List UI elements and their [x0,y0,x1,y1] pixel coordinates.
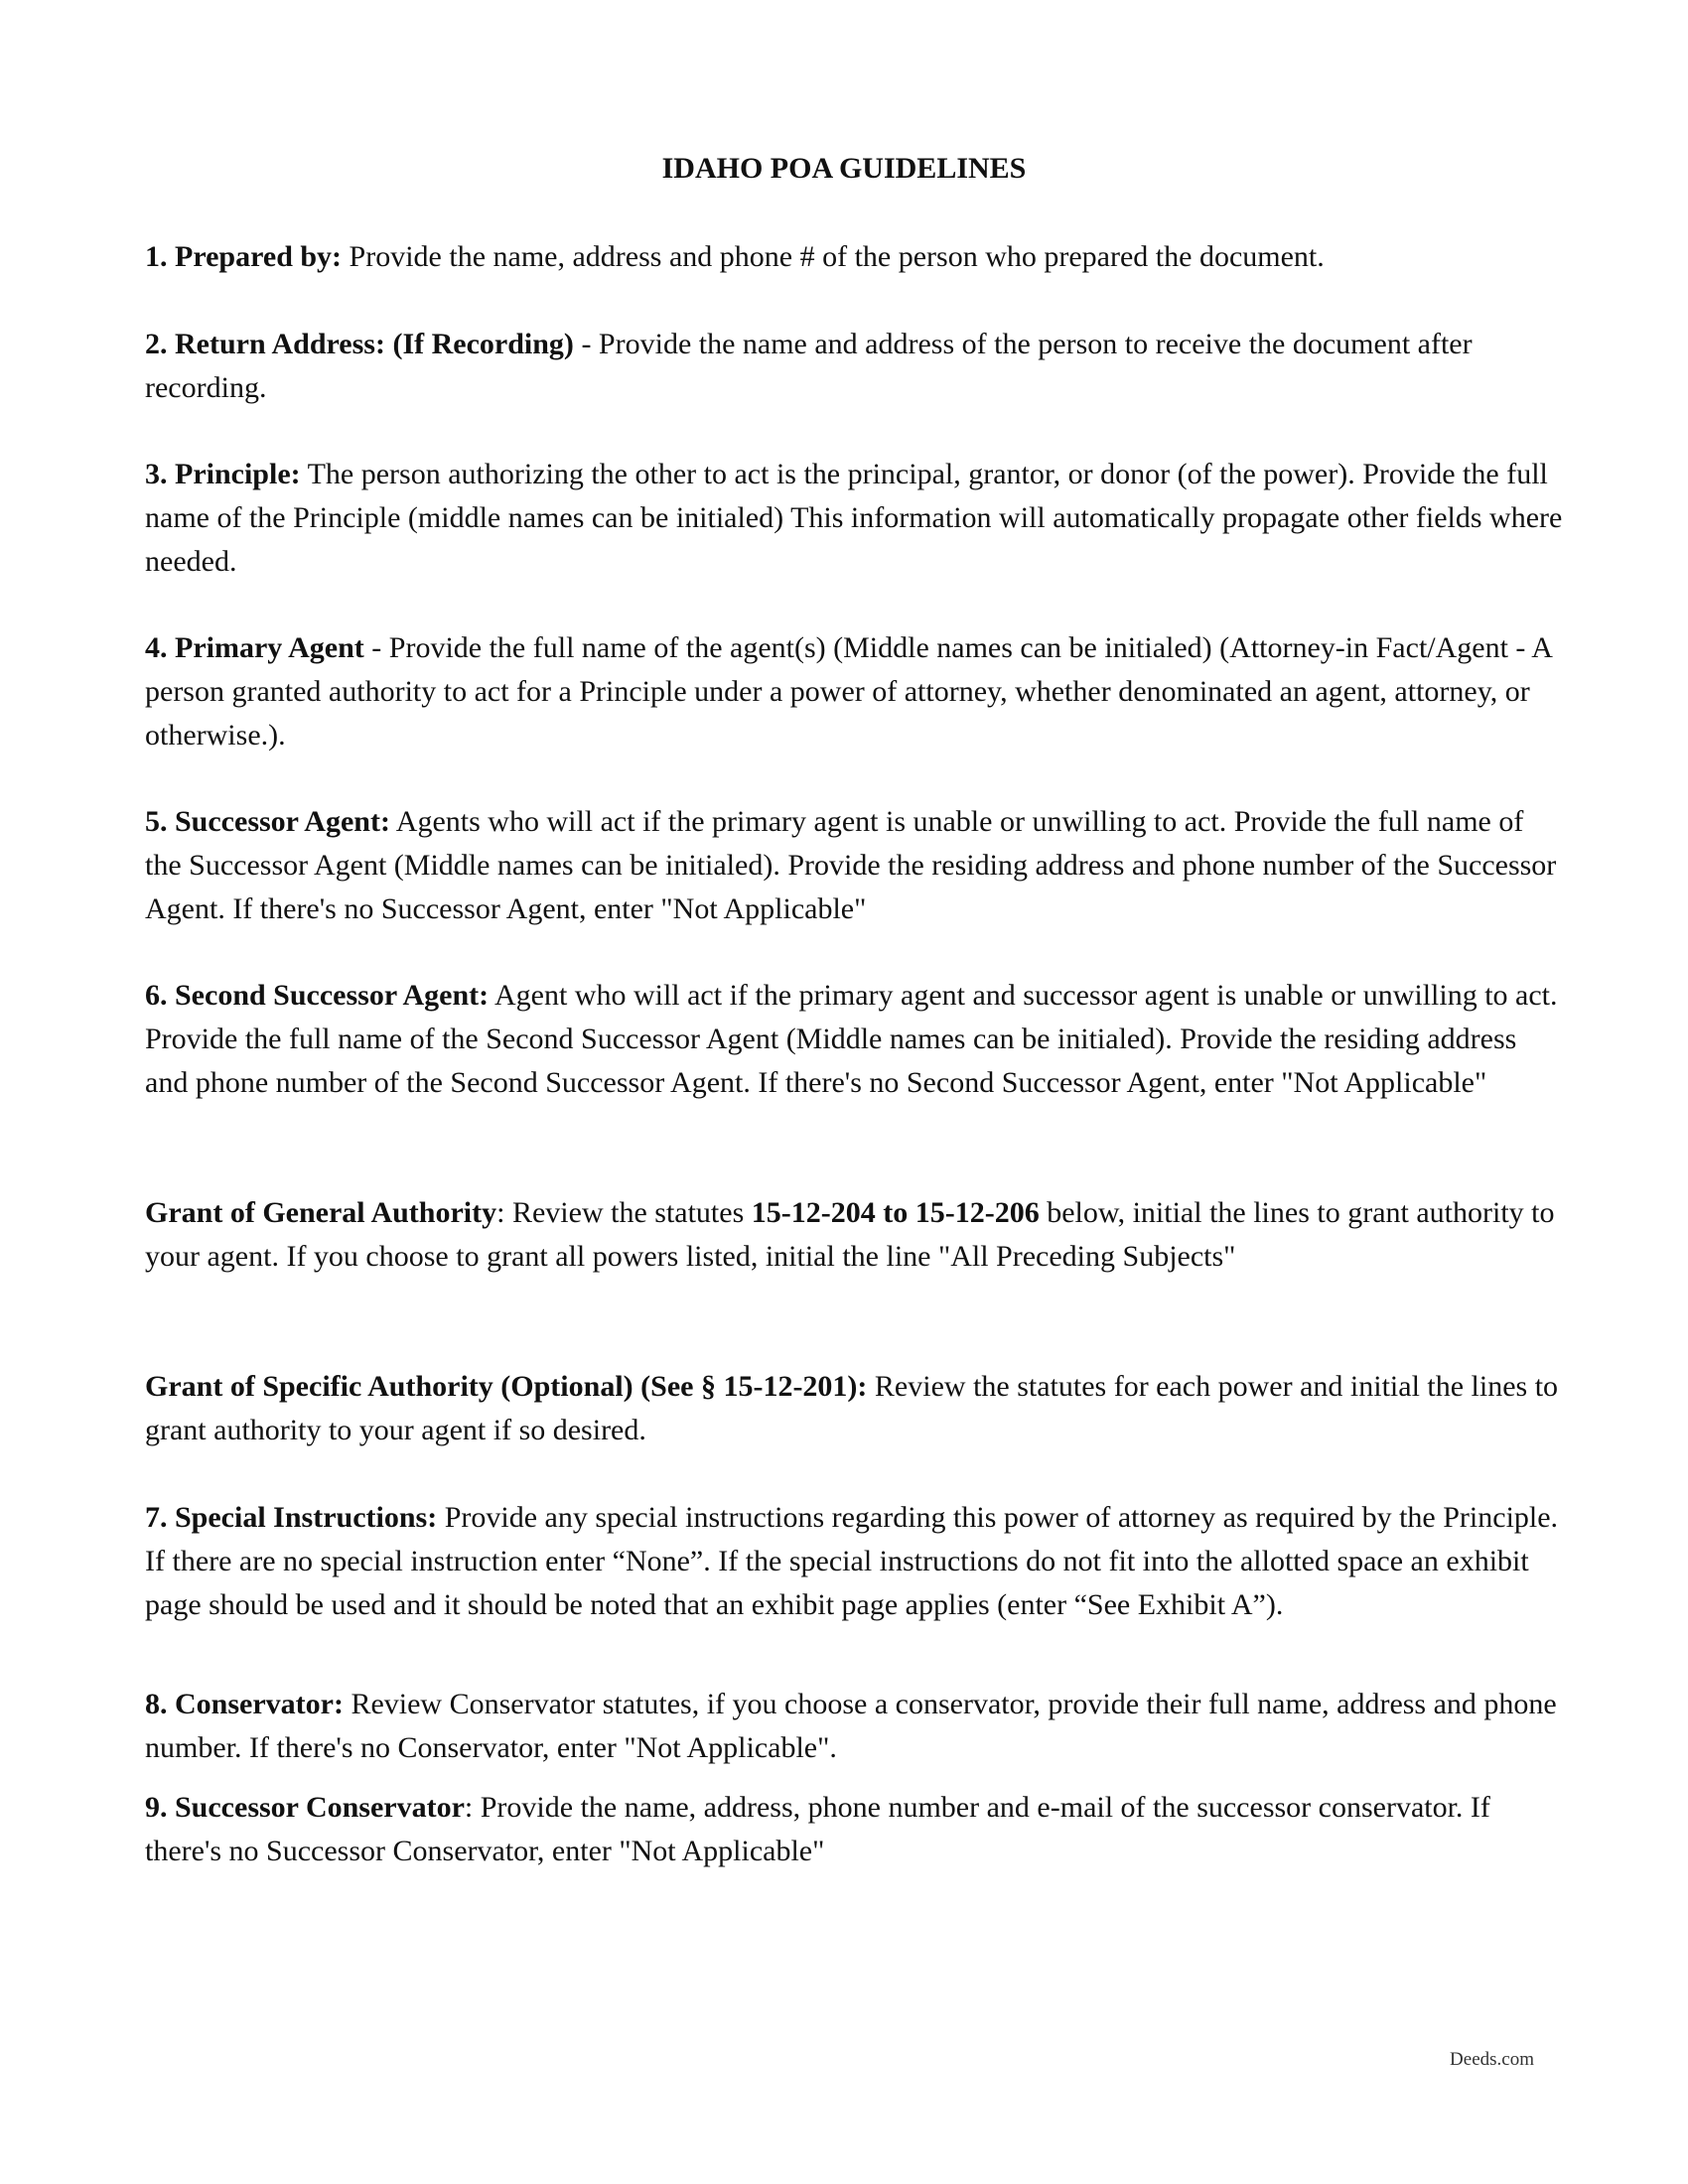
section-label: Grant of Specific Authority (Optional) (See § 15-12-201): [145,1370,868,1403]
section-label: 3. Principle: [145,458,301,490]
section-label: 8. Conservator: [145,1688,344,1720]
section-label: 6. Second Successor Agent: [145,979,490,1012]
section-label: 9. Successor Conservator [145,1791,465,1824]
section-text: The person authorizing the other to act is the principal, grantor, or donor (of the power). Provide the full name of the Principle (middle names can be initialed) This information will automatically propagate other fields where needed. [145,458,1563,578]
section-prepared-by [145,235,1565,279]
section-text: : Review the statutes [496,1196,752,1229]
section-text: Agent who will act if the primary agent and successor agent is unable or unwilling to act. Provide the full name of the Second Successor Agent (Middle names can be initialed). Provide the residing address and phone number of the Second Successor Agent. If there's no Second Successor Agent, enter "Not Applicable" [145,979,1558,1099]
section-grant-specific-authority [145,1365,1565,1452]
section-grant-general-authority [145,1191,1565,1279]
page-title: IDAHO POA GUIDELINES [661,152,1027,185]
section-text: Review Conservator statutes, if you choose a conservator, provide their full name, address and phone number. If there's no Conservator, enter "Not Applicable". [145,1688,1557,1764]
section-successor-agent [145,800,1565,931]
section-text: below, initial the lines to grant authority to your agent. If you choose to grant all powers listed, initial the line "All Preceding Subjects" [145,1196,1555,1273]
section-label: Grant of General Authority [145,1196,497,1229]
section-label: 1. Prepared by: [145,240,343,273]
section-successor-conservator [145,1786,1565,1873]
section-primary-agent [145,626,1565,757]
section-second-successor-agent [145,974,1565,1105]
section-text: Review the statutes for each power and initial the lines to grant authority to your agent if so desired. [145,1370,1559,1446]
section-label: 7. Special Instructions: [145,1501,438,1534]
footer-brand: Deeds.com [1450,2049,1534,2070]
section-text: - Provide the name and address of the person to receive the document after recording. [145,328,1473,404]
section-text: Agents who will act if the primary agent is unable or unwilling to act. Provide the full name of the Successor Agent (Middle names can be initialed). Provide the residing address and phone number of the Successor Agent. If there's no Successor Agent, enter "Not Applicable" [145,805,1557,925]
section-text: Provide the name, address and phone # of the person who prepared the document. [342,240,1325,273]
section-return-address [145,323,1565,410]
section-special-instructions [145,1496,1565,1627]
statute-reference: 15-12-204 to 15-12-206 [751,1196,1040,1229]
section-text: Provide any special instructions regarding this power of attorney as required by the Principle. If there are no special instruction enter “None”. If the special instructions do not fit into the allotted space an exhibit page should be used and it should be noted that an exhibit page applies (enter “See Exhibit A”). [145,1501,1559,1621]
section-principle [145,453,1565,584]
section-label: 2. Return Address: (If Recording) [145,328,574,360]
section-conservator [145,1683,1565,1770]
section-label: 5. Successor Agent: [145,805,390,838]
section-text: : Provide the name, address, phone number and e-mail of the successor conservator. If there's no Successor Conservator, enter "Not Applicable" [145,1791,1490,1867]
section-text: - Provide the full name of the agent(s) (Middle names can be initialed) (Attorney-in Fact/Agent - A person granted authority to act for a Principle under a power of attorney, whether denominated an agent, attorney, or otherwise.). [145,631,1552,751]
section-label: 4. Primary Agent [145,631,364,664]
